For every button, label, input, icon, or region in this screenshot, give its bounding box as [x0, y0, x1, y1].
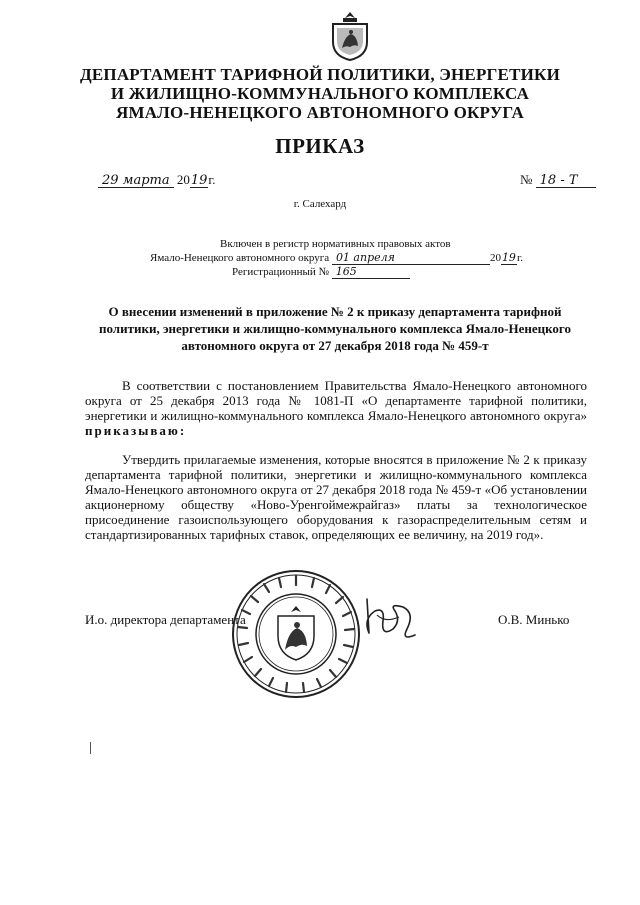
department-line-3: ЯМАЛО-НЕНЕЦКОГО АВТОНОМНОГО ОКРУГА: [115, 103, 525, 122]
registration-block: [150, 238, 590, 279]
registration-year-handwritten: 19: [501, 251, 516, 264]
order-number-sign: №: [520, 172, 533, 187]
registration-date-handwritten: 01 апреля: [332, 251, 490, 265]
registration-line-3: [150, 265, 590, 279]
order-year-handwritten: 19: [190, 173, 208, 188]
coat-of-arms-emblem: [327, 10, 373, 62]
margin-mark: [90, 742, 91, 754]
order-date-handwritten: 29 марта: [98, 174, 174, 188]
order-number: [520, 172, 596, 188]
paragraph-1-order-word: приказываю:: [85, 423, 187, 438]
registration-year-prefix: 20: [489, 252, 501, 264]
official-seal-stamp: [230, 568, 362, 700]
order-date: [98, 172, 216, 188]
department-line-1: ДЕПАРТАМЕНТ ТАРИФНОЙ ПОЛИТИКИ, ЭНЕРГЕТИКИ: [79, 65, 561, 84]
registration-number-handwritten: 165: [332, 265, 410, 279]
order-number-handwritten: 18 - Т: [536, 174, 596, 188]
order-year-prefix: 20: [176, 172, 190, 187]
registration-line-1: Включен в регистр нормативных правовых актов: [220, 238, 451, 250]
body-paragraph-1: [85, 378, 587, 438]
body-paragraph-2: Утвердить прилагаемые изменения, которые вносятся в приложение № 2 к приказу департамента тарифной политики, энергетики и жилищно-коммунального комплекса Ямало-Ненецкого автономного округа от 27 декабря 2018 года № 459-т «Об установлении акционерному обществу «Ново-Уренгоймежрайгаз» платы за технологическое присоединение газоиспользующего оборудования к газораспределительным сетям и стандартизированных тарифных ставок, определяющих ее величину, на 2019 год».: [85, 452, 587, 542]
order-title: ПРИКАЗ: [275, 134, 365, 158]
order-year-suffix: г.: [208, 172, 216, 187]
registration-number-prefix: Регистрационный №: [232, 266, 330, 278]
department-name: [60, 65, 580, 122]
signatory-name: О.В. Минько: [498, 612, 570, 627]
signatory-position: И.о. директора департамента: [85, 612, 246, 627]
department-line-2: И ЖИЛИЩНО-КОММУНАЛЬНОГО КОМПЛЕКСА: [110, 84, 530, 103]
order-subject: О внесении изменений в приложение № 2 к приказу департамента тарифной политики, энергетики и жилищно-коммунального комплекса Ямало-Ненецкого автономного округа от 27 декабря 2018 года № 459-т: [98, 304, 572, 353]
city: г. Салехард: [293, 198, 347, 210]
paragraph-1-text: В соответствии с постановлением Правительства Ямало-Ненецкого автономного округа от 25 декабря 2013 года № 1081-П «О департаменте тарифной политики, энергетики и жилищно-коммунального комплекса Ямало-Ненецкого автономного округа»: [85, 378, 587, 423]
registration-year-suffix: г.: [516, 252, 523, 264]
registration-line-2: [150, 251, 590, 265]
handwritten-signature: [355, 593, 425, 645]
registration-line-2-prefix: Ямало-Ненецкого автономного округа: [150, 252, 330, 264]
